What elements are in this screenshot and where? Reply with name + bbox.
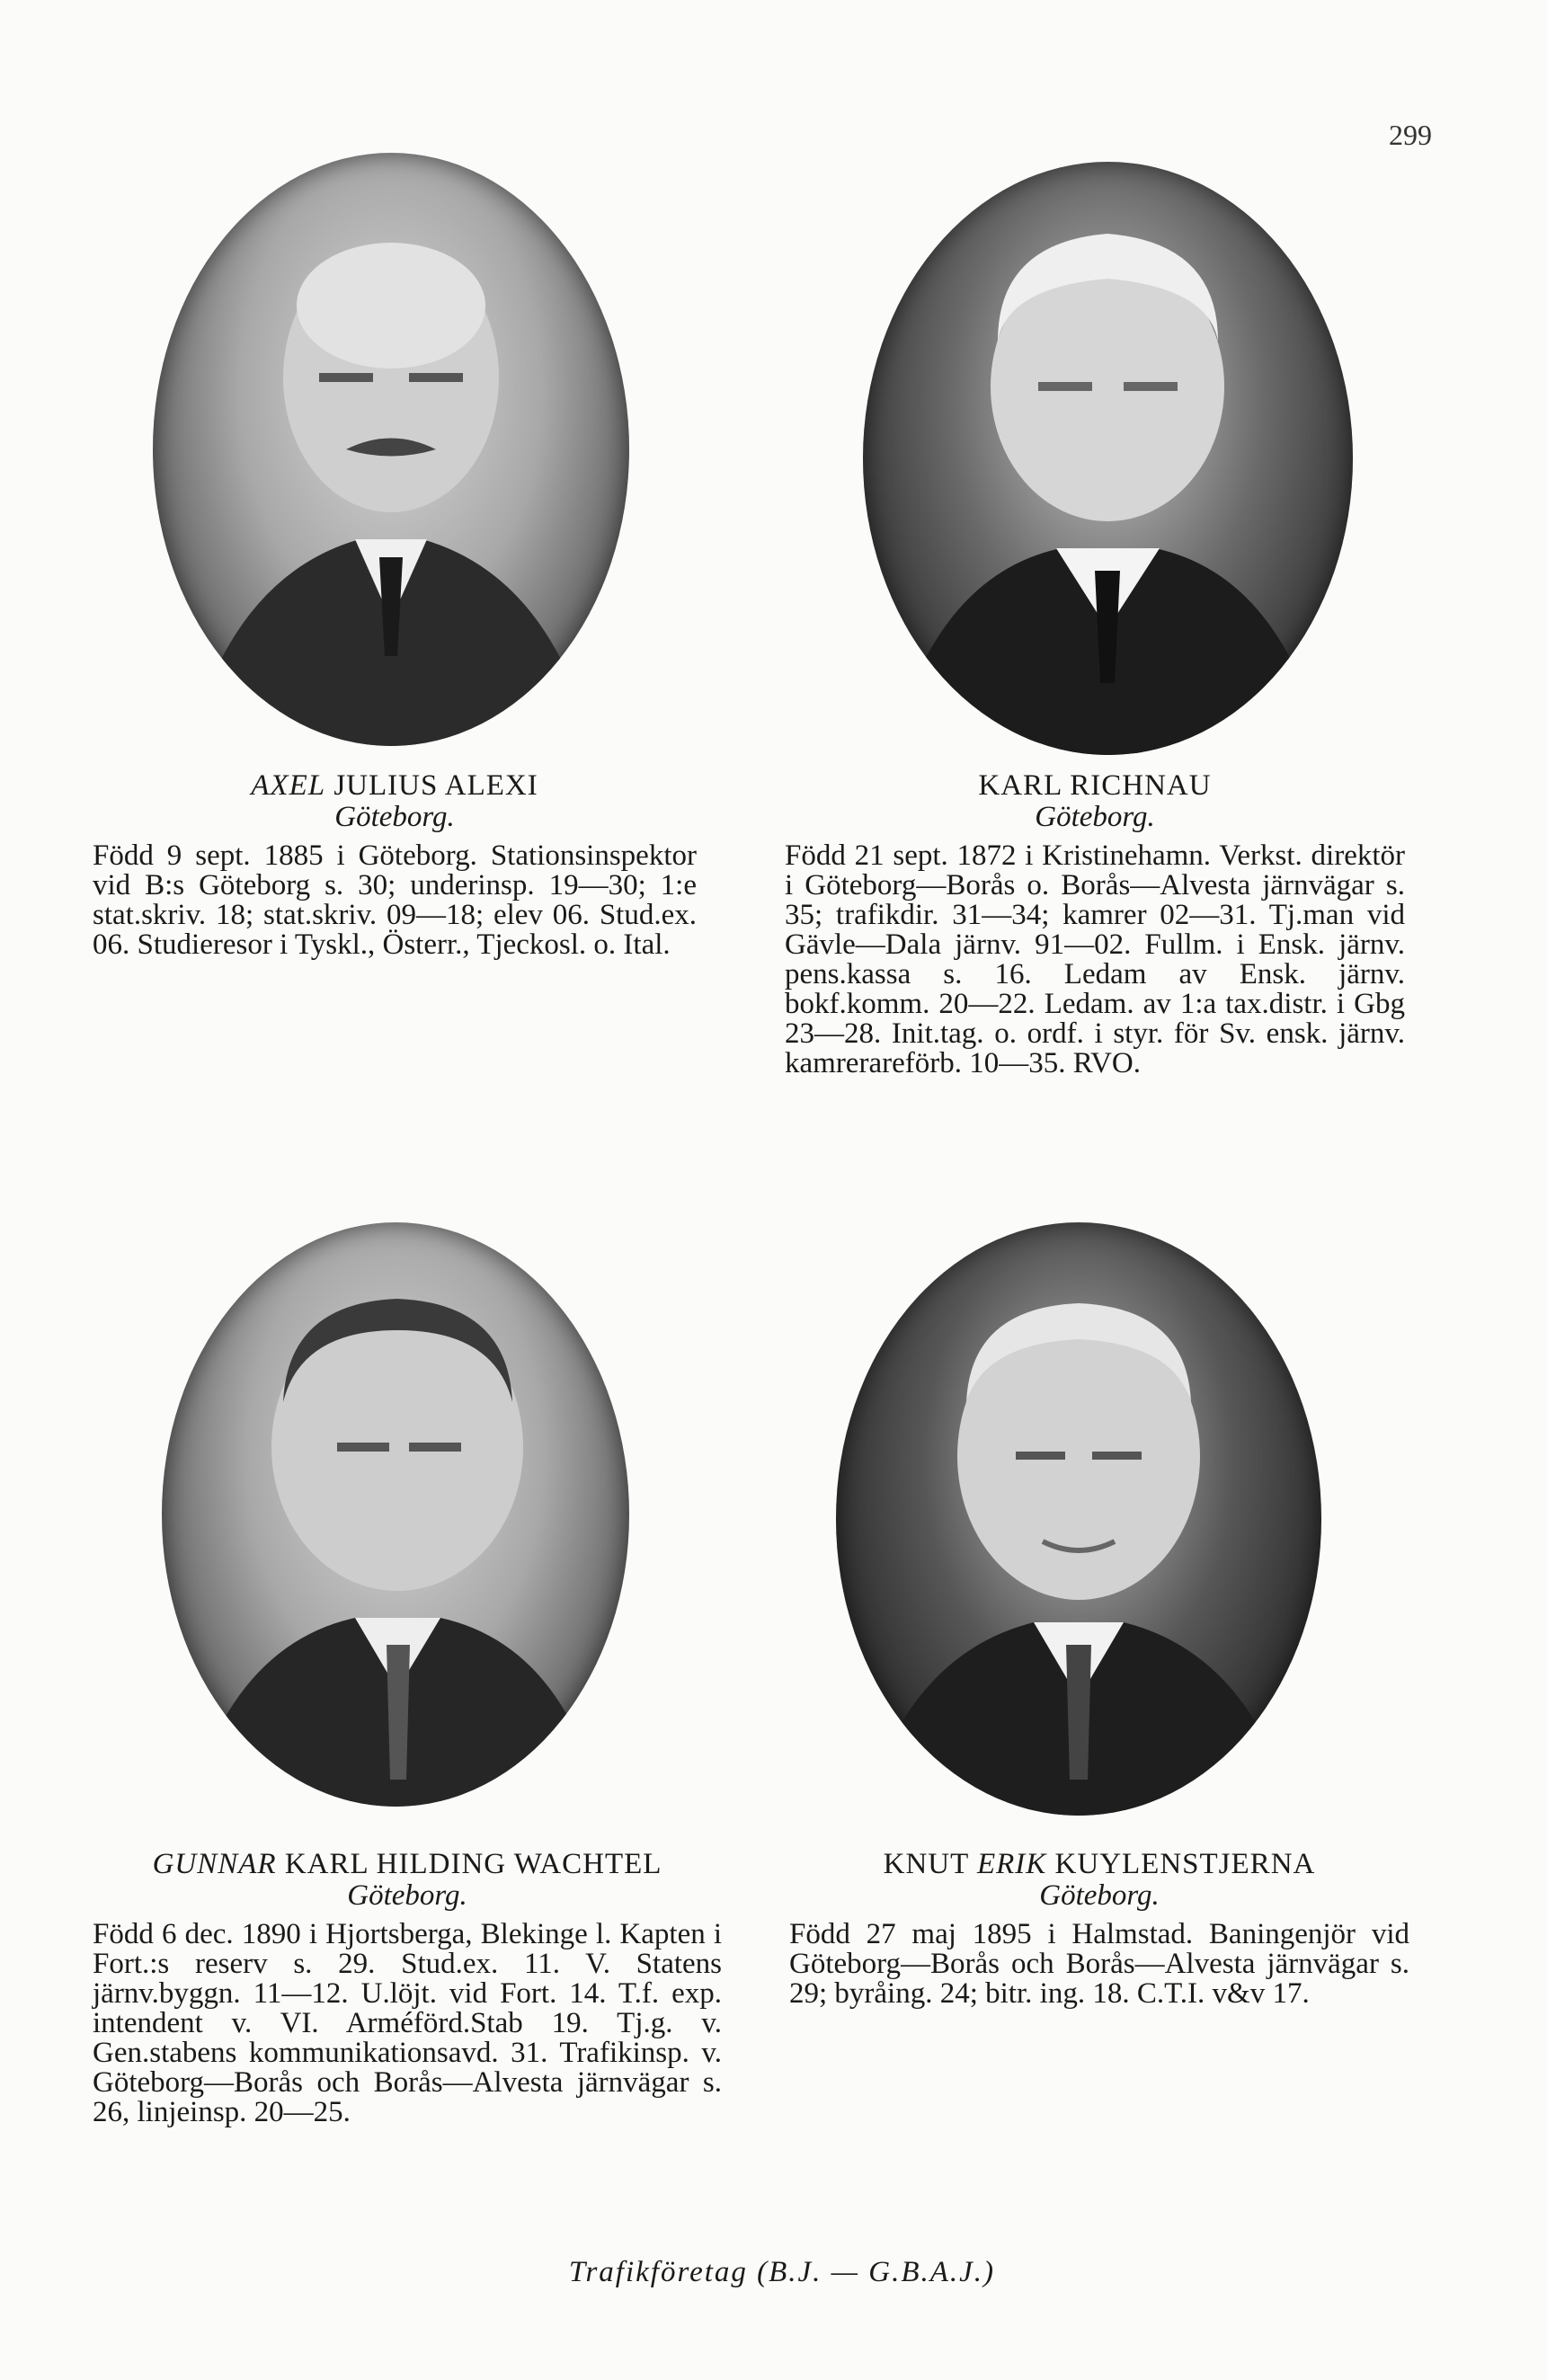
- person-name: [93, 1850, 722, 1879]
- portrait-photo: [836, 1222, 1321, 1816]
- name-rest: KARL HILDING WACHTEL: [276, 1848, 662, 1880]
- biography-text: Född 9 sept. 1885 i Göteborg. Stationsinspektor vid B:s Göteborg s. 30; underinsp. 19—30; 1:e stat.skriv. 18; stat.skriv. 09—18; elev 06. Stud.ex. 06. Studieresor i Tyskl., Österr., Tjeckosl. o. Ital.: [93, 839, 697, 961]
- portrait-photo: [153, 153, 629, 746]
- biography-entry: [785, 771, 1405, 1079]
- person-name: [93, 771, 697, 801]
- biography-entry: [93, 1850, 722, 2127]
- page-number: 299: [1389, 119, 1432, 151]
- name-given: AXEL: [251, 769, 326, 802]
- person-name: [785, 771, 1405, 801]
- page-footer: Trafikföretag (B.J. — G.B.A.J.): [568, 2256, 996, 2288]
- name-rest: KUYLENSTJERNA: [1046, 1848, 1316, 1880]
- name-given: ERIK: [976, 1848, 1047, 1880]
- biography-text: Född 21 sept. 1872 i Kristinehamn. Verkst. direktör i Göteborg—Borås o. Borås—Alvesta järnvägar s. 35; trafikdir. 31—34; kamrer 02—31. Tj.man vid Gävle—Dala järnv. 91—02. Fullm. i Ensk. järnv. pens.kassa s. 16. Ledam av Ensk. järnv. bokf.komm. 20—22. Ledam. av 1:a tax.distr. i Gbg 23—28. Init.tag. o. ordf. i styr. för Sv. ensk. järnv. kamrerareförb. 10—35. RVO.: [785, 839, 1405, 1079]
- city: Göteborg.: [1035, 801, 1155, 833]
- city: Göteborg.: [1039, 1879, 1160, 1912]
- name-rest: JULIUS ALEXI: [325, 769, 538, 802]
- person-name: [789, 1850, 1409, 1879]
- city: Göteborg.: [347, 1879, 467, 1912]
- biography-entry: [789, 1850, 1409, 2009]
- portrait-photo: [863, 162, 1353, 755]
- biography-text: Född 27 maj 1895 i Halmstad. Baningenjör vid Göteborg—Borås och Borås—Alvesta järnvägar s. 29; byråing. 24; bitr. ing. 18. C.T.I. v&v 17.: [789, 1918, 1409, 2010]
- name-rest: KARL RICHNAU: [978, 769, 1212, 802]
- name-given: GUNNAR: [152, 1848, 277, 1880]
- biography-entry: [93, 771, 697, 960]
- city: Göteborg.: [334, 801, 455, 833]
- name-pre: KNUT: [883, 1848, 977, 1880]
- portrait-photo: [162, 1222, 629, 1807]
- biography-text: Född 6 dec. 1890 i Hjortsberga, Blekinge l. Kapten i Fort.:s reserv s. 29. Stud.ex. 11. V. Statens järnv.byggn. 11—12. U.löjt. vid Fort. 14. T.f. exp. intendent v. VI. Arméförd.Stab 19. Tj.g. v. Gen.stabens kommunikationsavd. 31. Trafikinsp. v. Göteborg—Borås och Borås—Alvesta järnvägar s. 26, linjeinsp. 20—25.: [93, 1918, 722, 2128]
